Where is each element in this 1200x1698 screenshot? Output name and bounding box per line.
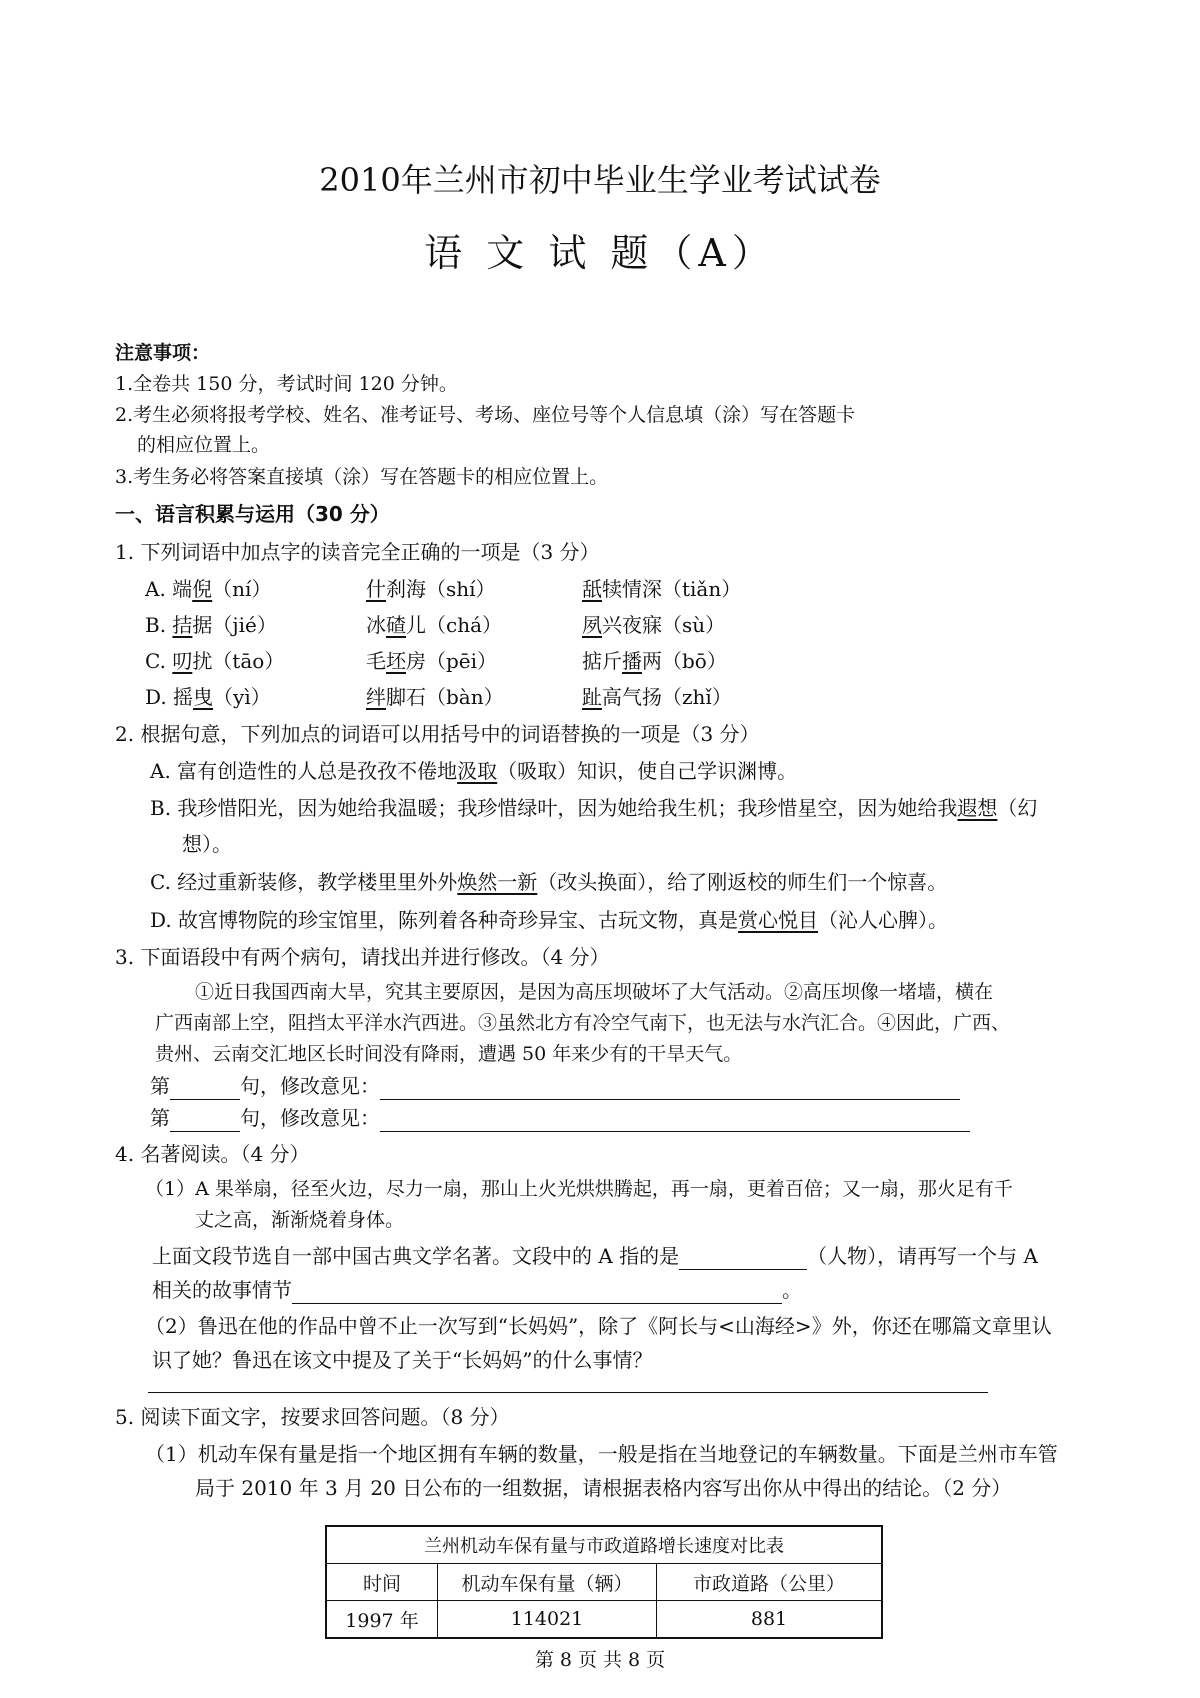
notes-heading: 注意事项： — [115, 342, 211, 364]
option-text: A. 富有创造性的人总是孜孜不倦地 — [150, 759, 458, 783]
option-text: （ní） — [212, 577, 272, 601]
q3-fill-1 — [150, 1072, 960, 1100]
page-footer: 第 8 页 共 8 页 — [534, 1649, 666, 1671]
q4-sub1-question — [152, 1276, 802, 1304]
q1-option-a — [145, 575, 271, 603]
option-text: D. 摇 — [145, 685, 194, 709]
option-text: 冰 — [366, 613, 386, 637]
dotted-char: 碴 — [386, 613, 406, 637]
table-cell: 1997 年 — [326, 1601, 438, 1639]
option-text: B. 我珍惜阳光，因为她给我温暖；我珍惜绿叶，因为她给我生机；我珍惜星空，因为她给我 — [150, 796, 958, 820]
answer-blank[interactable] — [679, 1247, 807, 1270]
dotted-word: 遐想 — [957, 796, 998, 820]
fill-text: 第 — [150, 1106, 170, 1130]
option-text: （沁人心脾）。 — [818, 908, 949, 932]
option-text: 两（bō） — [642, 649, 727, 673]
q1-option-b2 — [366, 611, 502, 639]
section-heading: 一、语言积累与运用（30 分） — [115, 502, 390, 526]
dotted-char: 趾 — [582, 685, 602, 709]
q1-option-a2 — [366, 575, 496, 603]
q2-option-d — [150, 906, 948, 934]
question-text: 上面文段节选自一部中国古典文学名著。文段中的 A 指的是 — [152, 1244, 680, 1268]
q4-sub2-question: 识了她？鲁迅在该文中提及了关于“长妈妈”的什么事情？ — [152, 1348, 653, 1372]
q3-fill-2 — [150, 1104, 970, 1132]
option-text: C. — [145, 649, 173, 673]
dotted-char: 夙 — [582, 613, 602, 637]
q1-option-c3 — [582, 647, 727, 675]
option-text: A. 端 — [145, 577, 193, 601]
question-text: （人物），请再写一个与 A — [807, 1244, 1038, 1268]
option-text: B. — [145, 613, 173, 637]
fill-text: 第 — [150, 1074, 170, 1098]
dotted-char: 倪 — [192, 577, 213, 601]
note-item: 1.全卷共 150 分，考试时间 120 分钟。 — [115, 373, 458, 395]
answer-line[interactable] — [148, 1392, 988, 1393]
option-text: 毛 — [366, 649, 386, 673]
option-text: 脚石（bàn） — [386, 685, 504, 709]
q3-stem: 3. 下面语段中有两个病句，请找出并进行修改。（4 分） — [115, 945, 610, 969]
option-text: C. 经过重新装修，教学楼里里外外 — [150, 870, 458, 894]
q1-stem: 1. 下列词语中加点字的读音完全正确的一项是（3 分） — [115, 540, 600, 564]
dotted-char: 播 — [622, 649, 642, 673]
q2-option-b — [150, 794, 1037, 822]
answer-blank[interactable] — [380, 1109, 970, 1132]
table-cell: 114021 — [438, 1601, 657, 1639]
q1-option-c2 — [366, 647, 497, 675]
option-text: 刹海（shí） — [386, 577, 496, 601]
table-caption: 兰州机动车保有量与市政道路增长速度对比表 — [326, 1526, 882, 1564]
fill-text: 句，修改意见： — [240, 1074, 380, 1098]
q2-option-b-cont: 想）。 — [182, 832, 232, 856]
q3-passage-line: 广西南部上空，阻挡太平洋水汽西进。③虽然北方有冷空气南下，也无法与水汽汇合。④因此，广西、 — [155, 1012, 1011, 1034]
q1-option-a3 — [582, 575, 741, 603]
option-text: （吸取）知识，使自己学识渊博。 — [497, 759, 798, 783]
q1-option-c — [145, 647, 284, 675]
option-text: 据（jié） — [192, 613, 277, 637]
dotted-char: 坯 — [386, 649, 406, 673]
option-text: （yì） — [213, 685, 271, 709]
q2-stem: 2. 根据句意，下列加点的词语可以用括号中的词语替换的一项是（3 分） — [115, 722, 760, 746]
question-text: 相关的故事情节 — [152, 1278, 292, 1302]
dotted-char: 绊 — [366, 685, 386, 709]
option-text: 犊情深（tiǎn） — [602, 577, 742, 601]
table-header: 时间 — [326, 1564, 438, 1601]
q2-option-c — [150, 868, 947, 896]
comparison-table — [325, 1525, 883, 1639]
q1-option-b3 — [582, 611, 725, 639]
q1-option-d2 — [366, 683, 504, 711]
q4-sub1-question — [152, 1242, 1038, 1270]
dotted-word: 赏心悦目 — [738, 908, 819, 932]
option-text: 掂斤 — [582, 649, 622, 673]
table-cell: 881 — [657, 1601, 883, 1639]
q5-stem: 5. 阅读下面文字，按要求回答问题。（8 分） — [115, 1405, 510, 1429]
option-text: 儿（chá） — [406, 613, 503, 637]
option-text: 高气扬（zhǐ） — [602, 685, 732, 709]
note-item: 的相应位置上。 — [137, 434, 271, 456]
q5-sub1-paragraph-line1: （1）机动车保有量是指一个地区拥有车辆的数量，一般是指在当地登记的车辆数量。下面是兰州市车管 — [145, 1442, 1058, 1466]
dotted-char: 什 — [366, 577, 386, 601]
exam-subtitle: 语 文 试 题（A） — [424, 231, 776, 275]
option-text: 兴夜寐（sù） — [602, 613, 726, 637]
q4-sub1-passage: 丈之高，渐渐烧着身体。 — [195, 1209, 405, 1231]
dotted-char: 拮 — [172, 613, 193, 637]
exam-title: 2010年兰州市初中毕业生学业考试试卷 — [319, 161, 881, 199]
q1-option-b — [145, 611, 277, 639]
note-item: 2.考生必须将报考学校、姓名、准考证号、考场、座位号等个人信息填（涂）写在答题卡 — [115, 404, 856, 426]
dotted-word: 汲取 — [457, 759, 498, 783]
answer-blank[interactable] — [292, 1281, 782, 1304]
option-text: 扰（tāo） — [192, 649, 285, 673]
table-header: 市政道路（公里） — [657, 1564, 883, 1601]
answer-blank[interactable] — [170, 1109, 240, 1132]
answer-blank[interactable] — [170, 1077, 240, 1100]
q3-passage-line: ①近日我国西南大旱，究其主要原因，是因为高压坝破坏了大气活动。②高压坝像一堵墙，横在 — [195, 981, 994, 1003]
dotted-word: 焕然一新 — [457, 870, 538, 894]
fill-text: 句，修改意见： — [240, 1106, 380, 1130]
q1-option-d — [145, 683, 271, 711]
q4-sub2-question: （2）鲁迅在他的作品中曾不止一次写到“长妈妈”，除了《阿长与<山海经>》外，你还在哪篇文章里认 — [145, 1314, 1052, 1338]
option-text: （改头换面），给了刚返校的师生们一个惊喜。 — [537, 870, 948, 894]
q5-sub1-paragraph-line2: 局于 2010 年 3 月 20 日公布的一组数据，请根据表格内容写出你从中得出的结论。（2 分） — [195, 1476, 1012, 1500]
option-text: （幻 — [997, 796, 1038, 820]
dotted-char: 舐 — [582, 577, 602, 601]
q3-passage-line: 贵州、云南交汇地区长时间没有降雨，遭遇 50 年来少有的干旱天气。 — [155, 1043, 743, 1065]
note-item: 3.考生务必将答案直接填（涂）写在答题卡的相应位置上。 — [115, 466, 609, 488]
q1-option-d3 — [582, 683, 732, 711]
dotted-char: 曳 — [193, 685, 214, 709]
option-text: D. 故宫博物院的珍宝馆里，陈列着各种奇珍异宝、古玩文物，真是 — [150, 908, 739, 932]
dotted-char: 叨 — [172, 649, 193, 673]
q4-stem: 4. 名著阅读。（4 分） — [115, 1142, 310, 1166]
option-text: 房（pēi） — [406, 649, 498, 673]
question-text: 。 — [782, 1278, 802, 1302]
answer-blank[interactable] — [380, 1077, 960, 1100]
q4-sub1-passage: （1）A 果举扇，径至火边，尽力一扇，那山上火光烘烘腾起，再一扇，更着百倍；又一扇，那火足有千 — [145, 1178, 1013, 1200]
q2-option-a — [150, 757, 797, 785]
table-header: 机动车保有量（辆） — [438, 1564, 657, 1601]
